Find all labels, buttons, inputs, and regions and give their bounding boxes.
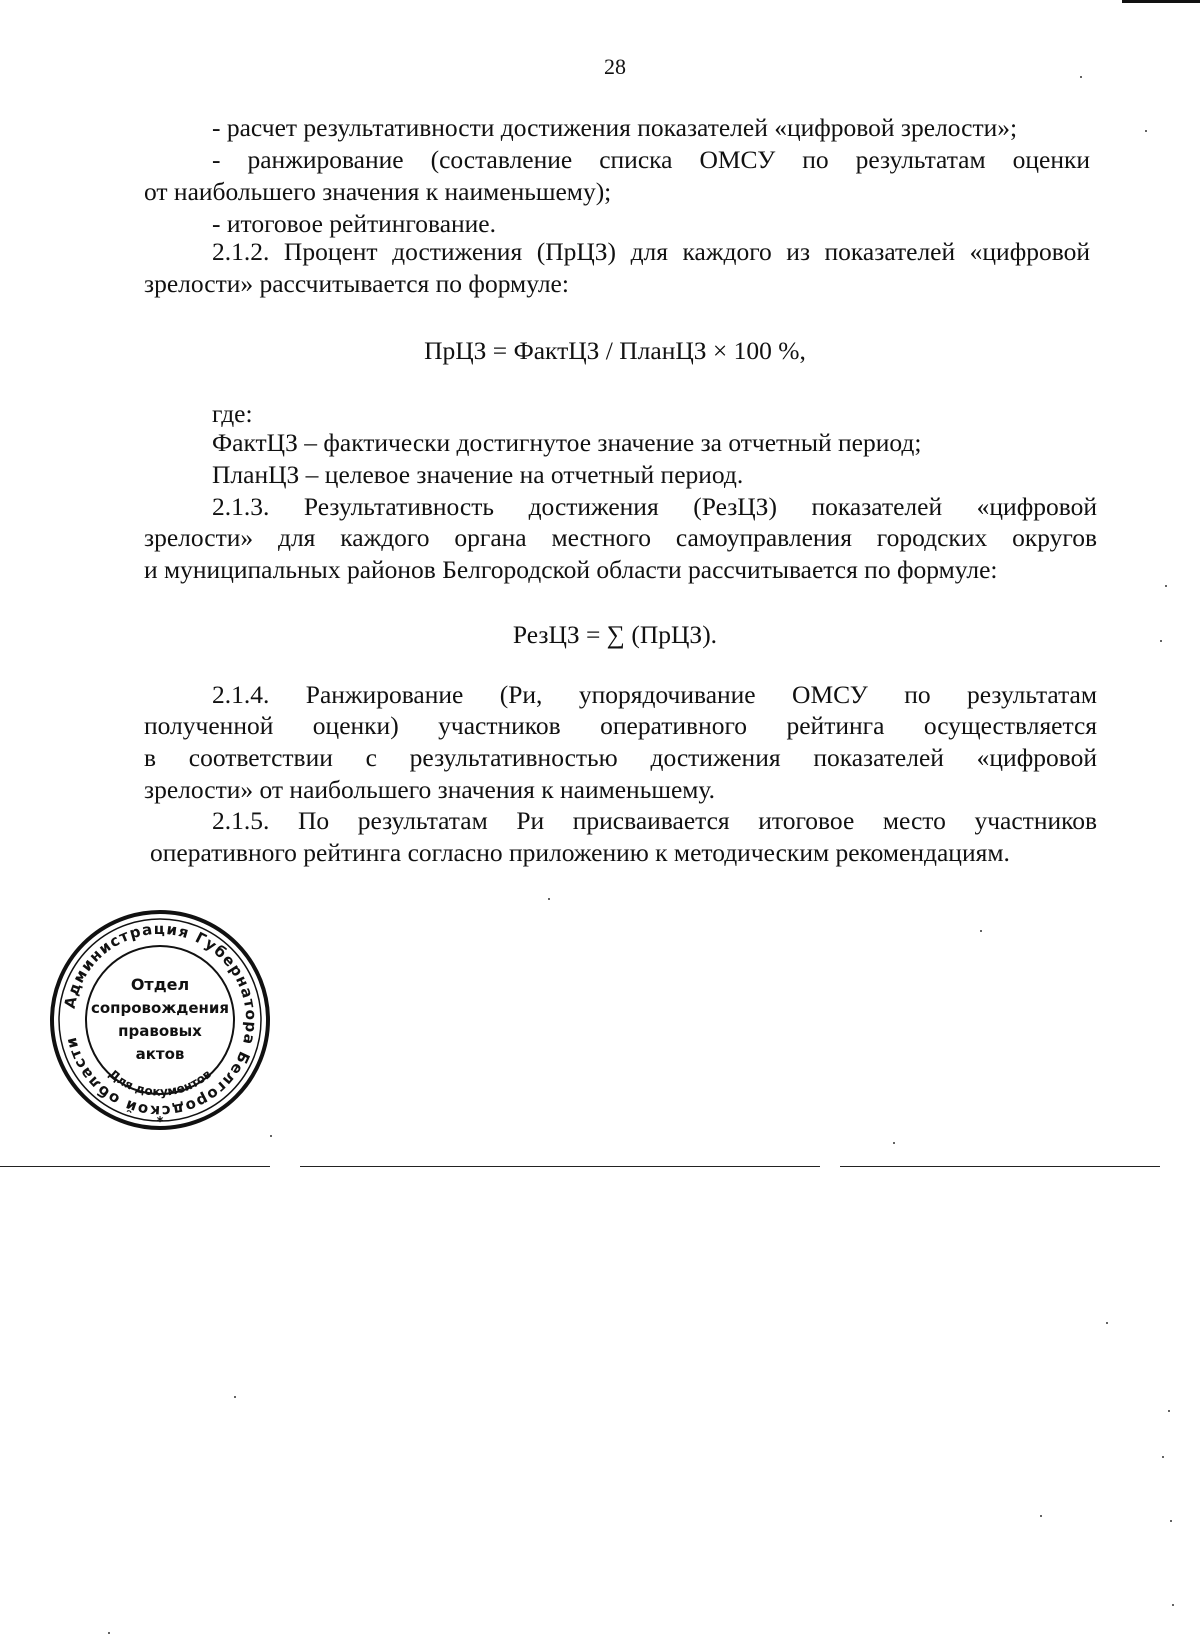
- scan-speck: [1168, 1410, 1170, 1412]
- scan-speck: [1165, 585, 1167, 587]
- formula-prcz: ПрЦЗ = ФактЦЗ / ПланЦЗ × 100 %,: [424, 336, 806, 365]
- paragraph-2-1-2-cont: зрелости» рассчитывается по формуле:: [144, 269, 569, 298]
- scan-speck: [980, 930, 982, 932]
- stamp-center-line-1: Отдел: [130, 975, 190, 994]
- scan-speck: [1170, 1520, 1172, 1522]
- scan-speck: [108, 1632, 110, 1634]
- stamp-center-line-2: сопровождения: [90, 999, 230, 1017]
- paragraph-2-1-3: 2.1.3. Результативность достижения (РезЦЗ) показателей «цифровой: [212, 492, 1097, 521]
- stamp-bottom-text: Для документов: [105, 1066, 214, 1099]
- page-rule-left: [0, 1166, 270, 1167]
- stamp-inner-ring: [86, 946, 234, 1094]
- paragraph-2-1-4: 2.1.4. Ранжирование (Ри, упорядочивание ОМСУ по результатам: [212, 680, 1097, 709]
- paragraph-2-1-3-cont2: и муниципальных районов Белгородской области рассчитывается по формуле:: [144, 555, 998, 584]
- list-item-final-rating: - итоговое рейтингование.: [212, 209, 496, 238]
- paragraph-2-1-4-cont2: в соответствии с результативностью достижения показателей «цифровой: [144, 743, 1097, 772]
- formula-rezcz: РезЦЗ = ∑ (ПрЦЗ).: [512, 620, 718, 649]
- scan-speck: [1162, 1456, 1164, 1458]
- page-number: 28: [604, 54, 626, 79]
- paragraph-2-1-5: 2.1.5. По результатам Ри присваивается итоговое место участников: [212, 806, 1097, 835]
- definition-plancz: ПланЦЗ – целевое значение на отчетный период.: [212, 460, 744, 489]
- scan-speck: [893, 1142, 895, 1144]
- definition-faktcz: ФактЦЗ – фактически достигнутое значение за отчетный период;: [212, 428, 922, 457]
- scan-speck: [1172, 1604, 1174, 1606]
- scan-edge-mark: [1122, 0, 1200, 3]
- paragraph-2-1-4-cont1: полученной оценки) участников оперативного рейтинга осуществляется: [144, 711, 1097, 740]
- stamp-star: *: [156, 1115, 164, 1130]
- paragraph-2-1-2: 2.1.2. Процент достижения (ПрЦЗ) для каждого из показателей «цифровой: [212, 237, 1090, 266]
- stamp-ring-text: Администрация Губернатора Белгородской области: [60, 919, 261, 1121]
- scan-speck: [1145, 130, 1147, 132]
- scan-speck: [234, 1396, 236, 1398]
- scan-speck: [1160, 640, 1162, 642]
- list-item-ranking: - ранжирование (составление списка ОМСУ по результатам оценки: [212, 145, 1090, 174]
- stamp-center-line-4: актов: [135, 1045, 185, 1063]
- page-rule-middle: [300, 1166, 820, 1167]
- paragraph-2-1-5-cont: оперативного рейтинга согласно приложению к методическим рекомендациям.: [150, 838, 1010, 867]
- scan-speck: [1106, 1322, 1108, 1324]
- list-item-calc: - расчет результативности достижения показателей «цифровой зрелости»;: [212, 113, 1018, 142]
- scan-speck: [1080, 76, 1082, 78]
- department-stamp: [46, 906, 274, 1134]
- list-item-ranking-cont: от наибольшего значения к наименьшему);: [144, 177, 612, 206]
- where-label: где:: [212, 399, 253, 428]
- page-rule-right: [840, 1166, 1160, 1167]
- scan-speck: [270, 1135, 272, 1137]
- paragraph-2-1-4-cont3: зрелости» от наибольшего значения к наименьшему.: [144, 775, 715, 804]
- scan-speck: [548, 898, 550, 900]
- stamp-center-line-3: правовых: [118, 1022, 202, 1040]
- scan-speck: [1040, 1515, 1042, 1517]
- paragraph-2-1-3-cont1: зрелости» для каждого органа местного самоуправления городских округов: [144, 523, 1097, 552]
